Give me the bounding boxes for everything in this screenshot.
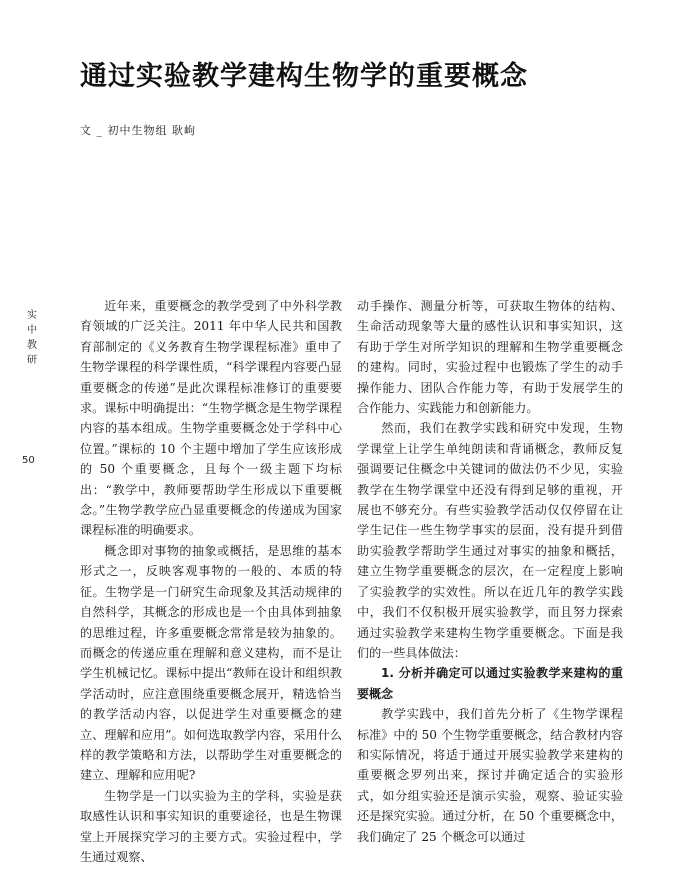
right-column <box>357 296 623 847</box>
section-label: 实中教研 <box>27 310 37 366</box>
paragraph: 概念即对事物的抽象或概括，是思维的基本形式之一，反映客观事物的一般的、本质的特征。生物学是一门研究生命现象及其活动规律的自然科学，其概念的形成也是一个由具体到抽象的思维过程，许多重要概念常常是较为抽象的。而概念的传递应重在理解和意义建构，而不是让学生机械记忆。课标中提出“教师在设计和组织教学活动时，应注意围绕重要概念展开，精选恰当的教学活动内容，以促进学生对重要概念的建立、理解和应用”。如何选取教学内容，采用什么样的教学策略和方法，以帮助学生对重要概念的建立、理解和应用呢? <box>80 543 342 783</box>
left-column <box>80 296 342 867</box>
paragraph-continued: 动手操作、测量分析等，可获取生物体的结构、生命活动现象等大量的感性认识和事实知识，这有助于学生对所学知识的理解和生物学重要概念的建构。同时，实验过程中也锻炼了学生的动手操作能力、团队合作能力等，有助于发展学生的合作能力、实践能力和创新能力。 <box>357 299 623 416</box>
article-byline: 文 _ 初中生物组 耿岣 <box>80 124 196 137</box>
page-number: 50 <box>22 455 35 466</box>
paragraph: 然而，我们在教学实践和研究中发现，生物学课堂上让学生单纯朗读和背诵概念，教师反复强调要记住概念中关键词的做法仍不少见，实验教学在生物学课堂中还没有得到足够的重视，开展也不够充分。有些实验教学活动仅仅停留在让学生记住一些生物学事实的层面，没有提升到借助实验教学帮助学生通过对事实的抽象和概括，建立生物学重要概念的层次，在一定程度上影响了实验教学的实效性。所以在近几年的教学实践中，我们不仅积极开展实验教学，而且努力探索通过实验教学来建构生物学重要概念。下面是我们的一些具体做法： <box>357 421 623 660</box>
section-heading: 1. 分析并确定可以通过实验教学来建构的重要概念 <box>357 666 623 701</box>
paragraph: 生物学是一门以实验为主的学科，实验是获取感性认识和事实知识的重要途径，也是生物课堂上开展探究学习的主要方式。实验过程中，学生通过观察、 <box>80 788 342 864</box>
paragraph: 近年来，重要概念的教学受到了中外科学教育领域的广泛关注。2011 年中华人民共和国教育部制定的《义务教育生物学课程标准》重申了生物学课程的科学课性质，“科学课程内容要凸显重要概念的传递”是此次课程标准修订的重要要求。课标中明确提出：“生物学概念是生物学课程内容的基本组成。生物学重要概念处于学科中心位置。”课标的 10 个主题中增加了学生应该形成的 50 个重要概念，且每个一级主题下均标出：“教学中，教师要帮助学生形成以下重要概念。”生物学教学应凸显重要概念的传递成为国家课程标准的明确要求。 <box>80 299 342 538</box>
article-title: 通过实验教学建构生物学的重要概念 <box>80 61 528 92</box>
paragraph: 教学实践中，我们首先分析了《生物学课程标准》中的 50 个生物学重要概念，结合教材内容和实际情况，将适于通过开展实验教学来建构的重要概念罗列出来，探讨并确定适合的实验形式，如分组实验还是演示实验，观察、验证实验还是探究实验。通过分析，在 50 个重要概念中，我们确定了 25 个概念可以通过 <box>357 707 623 844</box>
